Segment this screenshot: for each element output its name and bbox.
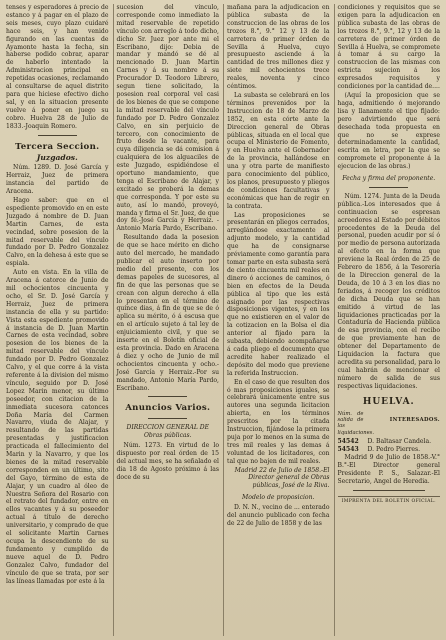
notice-paragraph: sucesion del vínculo, corresponde como inmediato la mitad reservable de repetido vínculo con arreglo á todo dicho, dicho Sr. Juez por ante mi el Escribano, dijo: Debia de mandar y mandó se dé al mencionado D. Juan Martin Carnes y á su nombre á su Procurador D. Teodoro Librero, segun tiene solicitado, la posesion real corporal vel casi de los bienes de que se compone la mitad reservable del vínculo fundado por D. Pedro Gonzalez Calvo, en sin perjuicio de tercero, con conocimiento de fruto desde la vacante, para cuya diligencia se dá comision á cualquiera de los alguaciles de este Juzgado, espidiéndose el oportuno mandamiento, que tenga el Escribano de Alajar, y excitado se proberá la demas que corresponda. Y por este su auto, así lo mandó, proveyó, manda y firma el Sr. Juez, de que doy fé.-José García y Herraiz. -Antonio María Pardo, Escribano. xyxy=(116,4,219,233)
divider xyxy=(353,490,425,491)
notice-paragraph: (Aquí la proposicion que se haga, admitiendo ó mejorando lisa y llanamente el tipo fijado: pero advirtiendo que será desechada toda propuesta en que no se exprese determinadamente la cantidad, escrita en letra, por la que se compromete el proponente á la ejecucion de las obras.) xyxy=(337,91,440,171)
table-row xyxy=(338,446,441,454)
divider xyxy=(38,135,77,136)
notice-paragraph: Núm. 1273. En virtud de lo dispuesto por real órden de 15 del actual mes, se ha señalado el dia 18 de Agosto próximo á las doce de su xyxy=(116,442,219,481)
notice-paragraph: En el caso de que resulten dos ó mas proposiciones iguales, se celebrará únicamente entre sus autores una segunda licitacion abierta, en los términos prescritos por la citada Instruccion, fijándose la primera puja por lo menos en la suma de tres mil reales y las demas á voluntad de los licitadores, con tal que no bajen de mil reales. xyxy=(227,378,330,465)
notice-paragraph: D. N. N., vecino de ... enterado del anuncio publicado con fecha de 22 de Julio de 1858 y de las xyxy=(227,504,330,527)
column-layout xyxy=(6,4,440,636)
notice-paragraph: Núm. 1289. D. José García y Herraiz, Juez de primera instancia del partido de Aracena. xyxy=(6,164,109,196)
notice-paragraph: condiciones y requisitos que se exigen para la adjudicacion en pública subasta de las obras de los trozos 8.°, 9.°, 12 y 13 de la carretera de primer órden de Sevilla á Huelva, se compromete á tomar á su cargo la construccion de las mismas con estricta sujecion á los expresados requisitos y condiciones por la cantidad de.... xyxy=(337,4,440,91)
model-title: Modelo de proposicion. xyxy=(242,494,315,502)
row-name: D. Pedro Pierres. xyxy=(367,446,421,454)
notice-paragraph: Núm. 1274. Junta de la Deuda pública.-Los interesados que á continuacion se espresan acreedores al Estado por débitos procedentes de la Deuda del personal, pueden acudir por sí ó por medio de persona autorizada al efecto en la forma que previene la Real órden de 25 de Febrero de 1856, á la Tesorería de la Direccion general de la Deuda, de 10 á 3 en los dias no feriados, á recoger los créditos de dicha Deuda que se han emitido á virtud de las liquidaciones practicadas por la Contaduría de Hacienda pública de esa provincia, con el recibo de que previamente han de obtener del Departamento de Liquidacion la factura que acredita su personalidad, para lo cual habrán de mencionar el número de salida de sus respectivas liquidaciones. xyxy=(337,192,440,390)
section-subtitle: DIRECCION GENERAL DE Obras públicas. xyxy=(126,424,209,439)
signature-note: Fecha y firma del proponente. xyxy=(342,175,436,183)
column-3 xyxy=(223,4,330,636)
row-number: 54542 xyxy=(337,438,359,446)
printer-footer: IMPRENTA DEL BOLETIN OFICIAL. xyxy=(338,496,441,506)
notice-paragraph: mañana para la adjudicacion en pública subasta de la construccion de las obras de los trozos 8.°, 9.° 12 y 13 de la carretera de primer órden de Sevilla á Huelva, cuyo presupuesto asciende á la cantidad de tres millones diez y siete mil ochocientos trece reales, noventa y cinco céntimos. xyxy=(227,4,330,91)
table-header xyxy=(338,411,441,437)
row-number: 54543 xyxy=(337,446,359,454)
notice-paragraph: Auto en vista. En la villa de Aracena á catorce de Junio de mil ochocientos cincuenta y ocho, el Sr. D. José García y Herraiz, Juez de primera instancia de ella y su partido: Vista esta espediente promovido á instancia de D. Juan Martin Carnes de esta vecindad, sobre posesion de los bienes de la mitad reservable del vínculo fundado por D. Pedro Gonzalez Calvo, y el que corre á la vista referente á la division del mismo vínculo, seguido por D. José Lopez Marin menor, su último poseedor, con citacion de la inmediata sucesora catonces Doña María del Carmen Navarro, viuda de Alajar, y resultando de las partidas presentadas y justificacion practicada el fallecimiento del Marin y la Navarro, y que los bienes de la mitad reservable corresponden en un último, sito del Gayo, término de esta de Alajar, y un cuadro al óleo de Nuestra Señora del Rosario con el retrato del fundador, entre en ellos vacantes y á su poseedor actual á título de derecho universitario, y comprado de que el solicitante Martin Carnes ocupa la descendiente de su fundamento y cumplido de nueve aquel de D. Pedro Gonzalez Calvo, fundador del vínculo de que se trata, por ser las líneas llamadas por este á la xyxy=(6,269,109,585)
table-header-right: INTERESADOS. xyxy=(389,416,440,423)
continued-notice: tenses y esperadores á precio de estanco y á pagar en el plazo de seis meses, cuyo plazo cuidaré hace seis, y han venido figurando en las cuentas de Ayamonte hasta la fecha, sin haberse podido cobrar, aparar de haberlo intentado la Administracion principal en repetidas ocasiones, reclamando al consultarse de aquel distrito para que hiciese efectivo dicho sal, y en la situacion presente vuelve á poner en juego su cobro. Huelva 28 de Julio de 1833.-Joaquin Romero. xyxy=(6,4,109,130)
section-title: Tercera Seccion. xyxy=(15,141,100,152)
table-row xyxy=(338,438,441,446)
closing-paragraph: Madrid 9 de Julio de 1858.-V.° B.°-El Director general Presidente P. S., Salazar.-El Secretario, Angel de Heredia. xyxy=(337,454,440,485)
divider xyxy=(148,396,187,397)
province-heading: HUELVA. xyxy=(362,396,415,407)
notice-paragraph: Las proposiciones se presentarán en pliegos cerrados, arreglándose exactamente al adjunto modelo, y la cantidad que ha de consignarse préviamente como garantía para tomar parte en esta subasta será de ciento cincuenta mil reales en dinero ó acciones de caminos, ó bien en efectos de la Deuda pública al tipo que les está asignado por las respectivas disposiciones vigentes, y en los que no existieren en el valor de la cotizacion en la Bolsa el dia anterior al fijado para la subasta, debiendo acompañarse á cada pliego el documento que acredite haber realizado el depósito del modo que previene la referida Instruccion. xyxy=(227,211,330,377)
column-4 xyxy=(334,4,441,636)
column-1 xyxy=(6,4,109,636)
column-2 xyxy=(113,4,220,636)
notice-paragraph: Hago saber: que en el espediente promovido en en este Juzgado á nombre de D. Juan Martin Carnes, de esta vecindad, sobre posesion de la mitad reservable del vínculo fundado por D. Pedro Gonzalez Calvo, en la dehesa á este que se espiala. xyxy=(6,197,109,268)
notice-paragraph: La subasta se celebrará en los términos prevenidos por la Instruccion de 18 de Marzo de 1852, en esta córte ante la Direccion general de Obras públicas, situada en el local que ocupa el Ministerio de Fomento, y en Huelva ante el Gobernador de la provincia, hallándose en una y otra parte de manifiesto para conocimiento del público, los planos, presupuesto y pliegos de condiciones facultativas y económicas que han de regir en la contrata. xyxy=(227,91,330,210)
row-name: D. Baltasar Candela. xyxy=(367,438,432,446)
section-subtitle: Juzgados. xyxy=(36,152,78,162)
divider xyxy=(369,187,408,188)
divider xyxy=(148,418,187,419)
notice-paragraph: Resultando dada la posesion de que se hace mérito en dicho auto del mercado, he mandado publicar el auto inserto por medio del presente, con los demas papeles de sucesores, al fin de que las personas que se crean con algun derecho á ella lo presentan en el término de quince dias, á fin de que se de ó aplica su mérito, ó á escusa que en el artículo sujeto á tal ley de enjuiciamiento civil, y que se inserte en el Boletín oficial de esta provincia. Dado en Aracena á diez y ocho de Junio de mil ochocientos cincuenta y ocho.-José García y Herraiz.-Por su mandado, Antonio María Pardo, Escribano. xyxy=(116,234,219,392)
table-header-left: Núm. de salida de las liquidaciones. xyxy=(337,410,374,436)
signature: Madrid 22 de Julio de 1858.-El Director general de Obras públicas, José de la Riva. xyxy=(234,466,330,490)
section-title: Anuncios Varios. xyxy=(125,403,211,414)
